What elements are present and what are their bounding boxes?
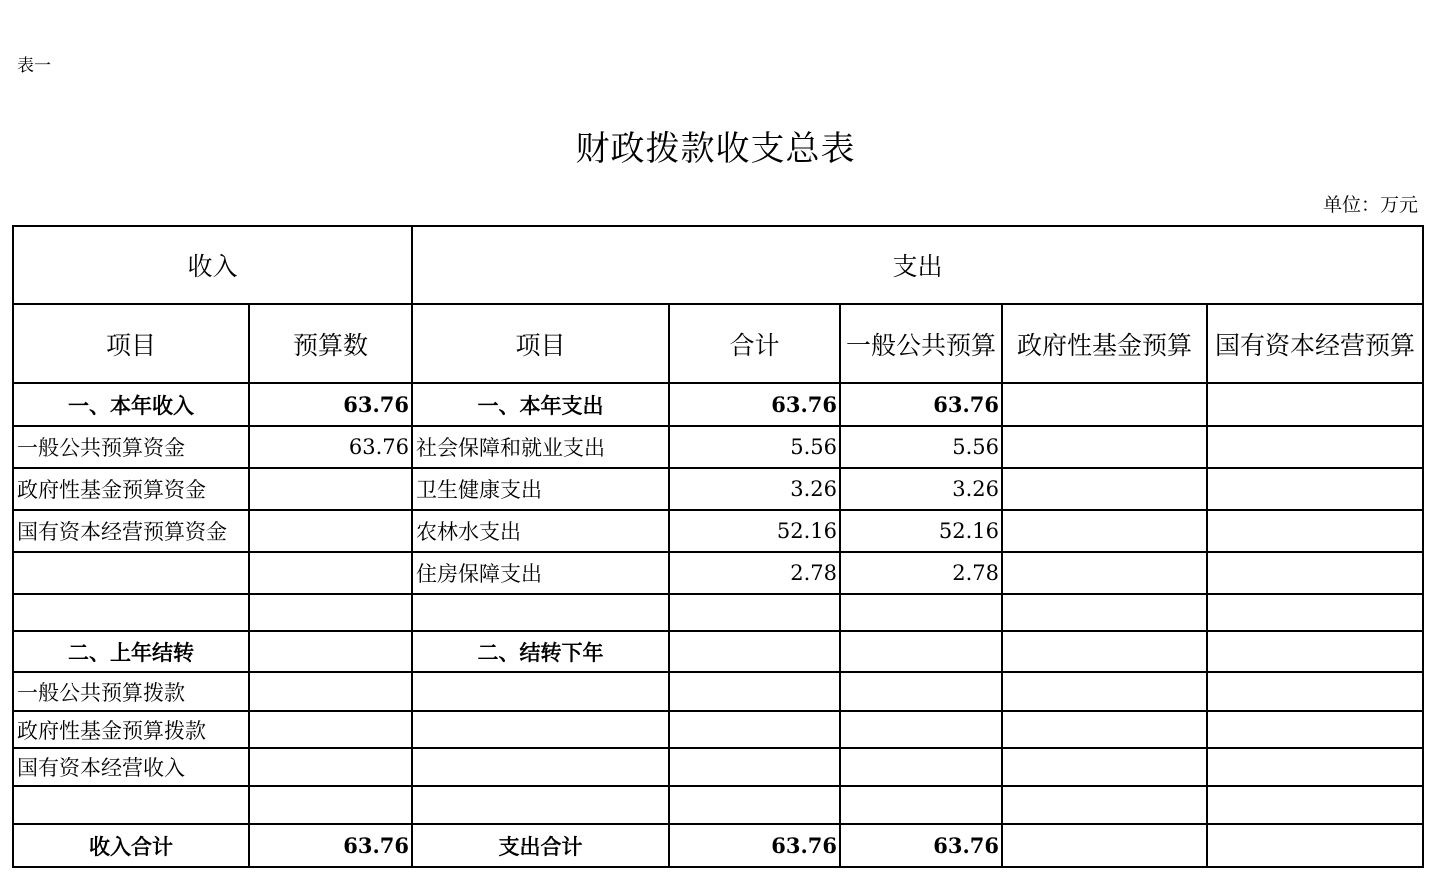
general-cell: 63.76: [840, 383, 1002, 426]
general-cell: [840, 594, 1002, 631]
general-cell: 52.16: [840, 510, 1002, 552]
capital-total-value: [1207, 824, 1423, 867]
fund-cell: [1002, 510, 1207, 552]
fund-cell: [1002, 594, 1207, 631]
general-cell: [840, 711, 1002, 748]
expense-group-header: 支出: [412, 226, 1423, 304]
col-income-item: 项目: [13, 304, 249, 383]
table-row: [13, 711, 1423, 748]
income-item-cell: 国有资本经营预算资金: [13, 510, 249, 552]
fund-cell: [1002, 426, 1207, 468]
expense-item-cell: 社会保障和就业支出: [412, 426, 669, 468]
col-expense-item: 项目: [412, 304, 669, 383]
expense-item-cell: [412, 672, 669, 711]
expense-item-cell: 一、本年支出: [412, 383, 669, 426]
column-header-row: [13, 304, 1423, 383]
table-row: [13, 594, 1423, 631]
general-cell: 2.78: [840, 552, 1002, 594]
income-budget-cell: [249, 711, 412, 748]
total-cell: [669, 711, 840, 748]
table-row: [13, 510, 1423, 552]
total-cell: 2.78: [669, 552, 840, 594]
table-row: [13, 552, 1423, 594]
total-cell: [669, 672, 840, 711]
page-title: 财政拨款收支总表: [575, 129, 856, 169]
col-gov-fund-budget: 政府性基金预算: [1002, 304, 1207, 383]
budget-summary-table: [12, 225, 1424, 868]
total-cell: [669, 631, 840, 672]
capital-cell: [1207, 383, 1423, 426]
capital-cell: [1207, 594, 1423, 631]
general-cell: [840, 672, 1002, 711]
income-item-cell: 一、本年收入: [13, 383, 249, 426]
capital-cell: [1207, 711, 1423, 748]
table-row: [13, 672, 1423, 711]
fund-cell: [1002, 631, 1207, 672]
total-cell: [669, 748, 840, 786]
unit-label: 单位：万元: [1322, 194, 1418, 216]
fund-cell: [1002, 711, 1207, 748]
income-item-cell: 国有资本经营收入: [13, 748, 249, 786]
income-budget-cell: 63.76: [249, 426, 412, 468]
income-item-cell: 二、上年结转: [13, 631, 249, 672]
income-item-cell: 一般公共预算资金: [13, 426, 249, 468]
fund-cell: [1002, 786, 1207, 824]
fund-cell: [1002, 672, 1207, 711]
expense-item-cell: 农林水支出: [412, 510, 669, 552]
col-state-capital-budget: 国有资本经营预算: [1207, 304, 1423, 383]
total-cell: [669, 594, 840, 631]
table-row: [13, 786, 1423, 824]
general-cell: [840, 748, 1002, 786]
table-row: [13, 426, 1423, 468]
income-total-label: 收入合计: [13, 824, 249, 867]
income-total-value: 63.76: [249, 824, 412, 867]
total-cell: 52.16: [669, 510, 840, 552]
total-cell: 3.26: [669, 468, 840, 510]
fund-cell: [1002, 748, 1207, 786]
totals-row: [13, 824, 1423, 867]
expense-item-cell: [412, 786, 669, 824]
table-row: [13, 631, 1423, 672]
capital-cell: [1207, 786, 1423, 824]
general-cell: [840, 631, 1002, 672]
total-cell: 5.56: [669, 426, 840, 468]
expense-item-cell: 卫生健康支出: [412, 468, 669, 510]
fund-cell: [1002, 468, 1207, 510]
income-budget-cell: [249, 748, 412, 786]
capital-cell: [1207, 552, 1423, 594]
income-item-cell: [13, 786, 249, 824]
income-group-header: 收入: [13, 226, 412, 304]
table-row: [13, 468, 1423, 510]
capital-cell: [1207, 631, 1423, 672]
general-cell: 5.56: [840, 426, 1002, 468]
income-budget-cell: [249, 786, 412, 824]
capital-cell: [1207, 426, 1423, 468]
income-budget-cell: 63.76: [249, 383, 412, 426]
income-item-cell: [13, 594, 249, 631]
group-header-row: [13, 226, 1423, 304]
col-general-budget: 一般公共预算: [840, 304, 1002, 383]
income-budget-cell: [249, 468, 412, 510]
income-budget-cell: [249, 631, 412, 672]
capital-cell: [1207, 510, 1423, 552]
fund-total-value: [1002, 824, 1207, 867]
expense-item-cell: [412, 594, 669, 631]
total-cell: 63.76: [669, 383, 840, 426]
table-row: [13, 748, 1423, 786]
expense-item-cell: [412, 748, 669, 786]
capital-cell: [1207, 748, 1423, 786]
general-cell: 3.26: [840, 468, 1002, 510]
expense-item-cell: 二、结转下年: [412, 631, 669, 672]
table-row: [13, 383, 1423, 426]
income-budget-cell: [249, 510, 412, 552]
col-total: 合计: [669, 304, 840, 383]
capital-cell: [1207, 468, 1423, 510]
col-income-budget: 预算数: [249, 304, 412, 383]
expense-item-cell: [412, 711, 669, 748]
table-number: 表一: [17, 56, 51, 76]
expense-total-value: 63.76: [669, 824, 840, 867]
fund-cell: [1002, 552, 1207, 594]
fund-cell: [1002, 383, 1207, 426]
capital-cell: [1207, 672, 1423, 711]
expense-total-label: 支出合计: [412, 824, 669, 867]
income-item-cell: 一般公共预算拨款: [13, 672, 249, 711]
income-budget-cell: [249, 594, 412, 631]
income-budget-cell: [249, 672, 412, 711]
income-budget-cell: [249, 552, 412, 594]
total-cell: [669, 786, 840, 824]
general-cell: [840, 786, 1002, 824]
income-item-cell: [13, 552, 249, 594]
income-item-cell: 政府性基金预算资金: [13, 468, 249, 510]
income-item-cell: 政府性基金预算拨款: [13, 711, 249, 748]
general-total-value: 63.76: [840, 824, 1002, 867]
expense-item-cell: 住房保障支出: [412, 552, 669, 594]
